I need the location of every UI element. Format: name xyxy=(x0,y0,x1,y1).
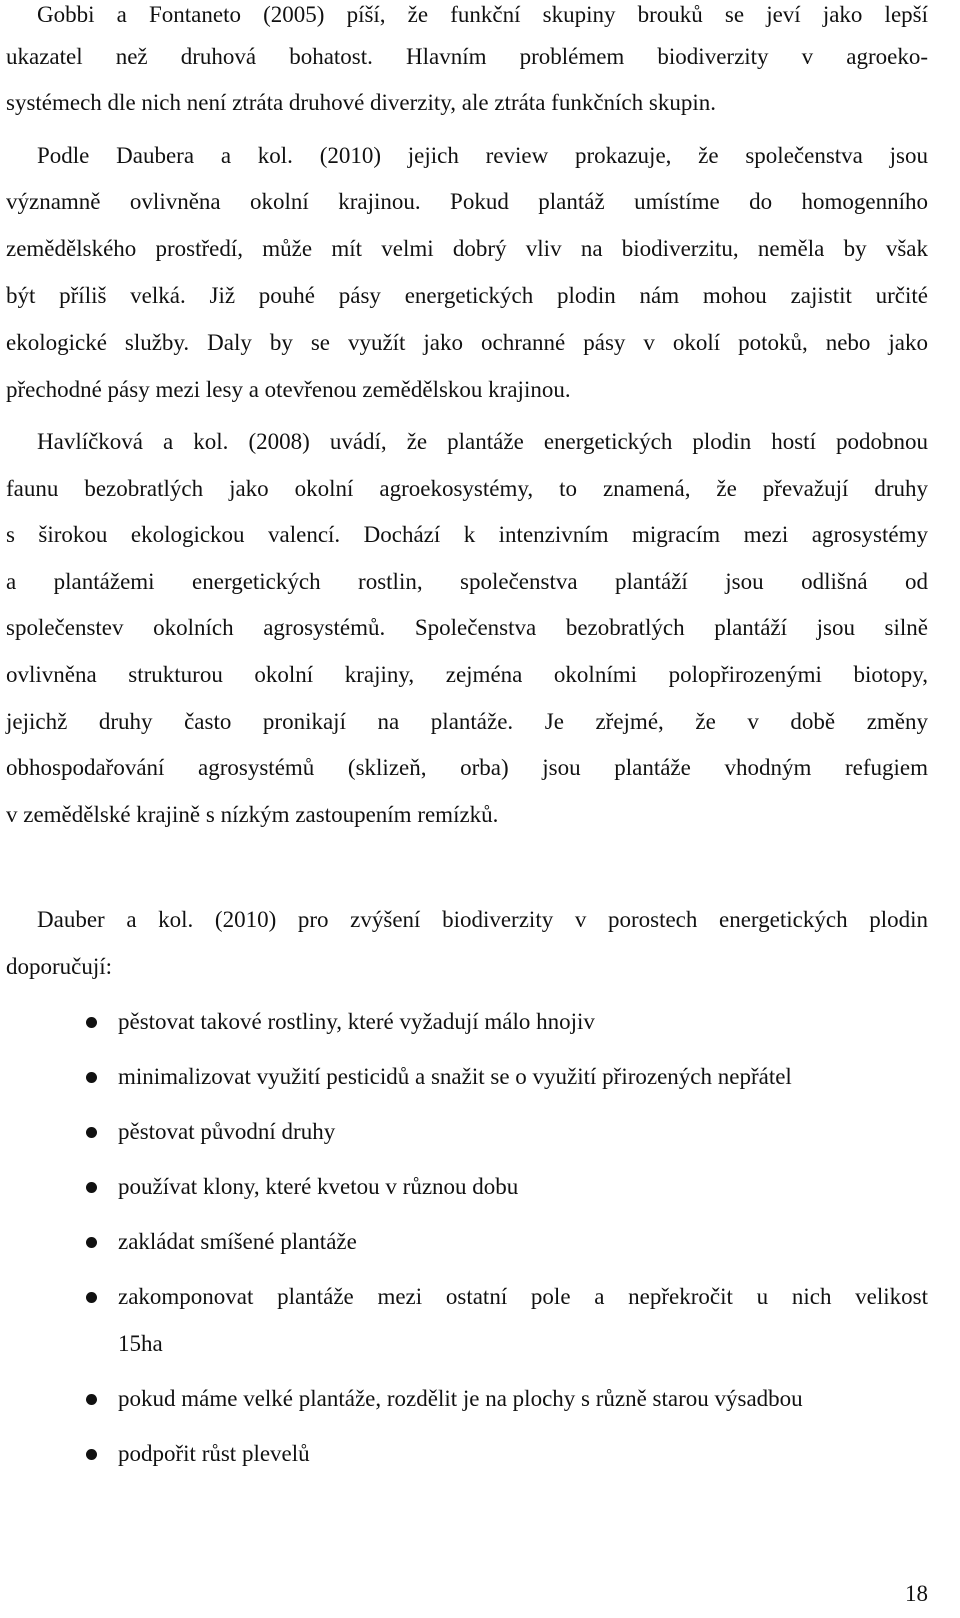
paragraph-line: v zemědělské krajině s nízkým zastoupením remízků. xyxy=(6,802,499,827)
paragraph-line: Dauber a kol. (2010) pro zvýšení biodiverzity v porostech energetických plodin xyxy=(37,907,928,932)
bullet-icon xyxy=(86,1182,97,1193)
list-item-text: pěstovat původní druhy xyxy=(118,1119,336,1144)
bullet-icon xyxy=(86,1292,97,1303)
list-item-text: pokud máme velké plantáže, rozdělit je na plochy s různě starou výsadbou xyxy=(118,1386,803,1411)
list-item-text: zakládat smíšené plantáže xyxy=(118,1229,357,1254)
paragraph-line: Gobbi a Fontaneto (2005) píší, že funkční skupiny brouků se jeví jako lepší xyxy=(37,2,928,27)
paragraph-line: s širokou ekologickou valencí. Dochází k intenzivním migracím mezi agrosystémy xyxy=(6,522,928,547)
bullet-icon xyxy=(86,1127,97,1138)
document-page xyxy=(6,0,928,1618)
paragraph-line: přechodné pásy mezi lesy a otevřenou zemědělskou krajinou. xyxy=(6,377,571,402)
paragraph-line: Havlíčková a kol. (2008) uvádí, že plantáže energetických plodin hostí podobnou xyxy=(37,429,928,454)
list-item-text-continued: 15ha xyxy=(118,1331,163,1356)
paragraph-line: obhospodařování agrosystémů (sklizeň, orba) jsou plantáže vhodným refugiem xyxy=(6,755,928,780)
bullet-icon xyxy=(86,1072,97,1083)
bullet-icon xyxy=(86,1449,97,1460)
bullet-icon xyxy=(86,1017,97,1028)
bullet-icon xyxy=(86,1237,97,1248)
list-item-text: podpořit růst plevelů xyxy=(118,1441,310,1466)
paragraph-line: jejichž druhy často pronikají na plantáže. Je zřejmé, že v době změny xyxy=(6,709,928,734)
list-item-text: minimalizovat využití pesticidů a snažit se o využití přirozených nepřátel xyxy=(118,1064,792,1089)
paragraph-line: ekologické služby. Daly by se využít jako ochranné pásy v okolí potoků, nebo jako xyxy=(6,330,928,355)
list-item-text: používat klony, které kvetou v různou dobu xyxy=(118,1174,519,1199)
list-item-text: zakomponovat plantáže mezi ostatní pole a nepřekročit u nich velikost xyxy=(118,1284,928,1309)
list-item-text: pěstovat takové rostliny, které vyžadují málo hnojiv xyxy=(118,1009,595,1034)
paragraph-line: ukazatel než druhová bohatost. Hlavním problémem biodiverzity v agroeko- xyxy=(6,44,928,69)
paragraph-line: společenstev okolních agrosystémů. Společenstva bezobratlých plantáží jsou silně xyxy=(6,615,928,640)
page-number: 18 xyxy=(905,1581,928,1606)
paragraph-line: Podle Daubera a kol. (2010) jejich review prokazuje, že společenstva jsou xyxy=(37,143,928,168)
paragraph-line: a plantážemi energetických rostlin, společenstva plantáží jsou odlišná od xyxy=(6,569,928,594)
paragraph-line: faunu bezobratlých jako okolní agroekosystémy, to znamená, že převažují druhy xyxy=(6,476,928,501)
paragraph-line: zemědělského prostředí, může mít velmi dobrý vliv na biodiverzitu, neměla by však xyxy=(6,236,928,261)
bullet-icon xyxy=(86,1394,97,1405)
paragraph-line: systémech dle nich není ztráta druhové diverzity, ale ztráta funkčních skupin. xyxy=(6,90,716,115)
paragraph-line: ovlivněna strukturou okolní krajiny, zejména okolními polopřirozenými biotopy, xyxy=(6,662,928,687)
paragraph-line: být příliš velká. Již pouhé pásy energetických plodin nám mohou zajistit určité xyxy=(6,283,928,308)
paragraph-line: doporučují: xyxy=(6,954,113,979)
paragraph-line: významně ovlivněna okolní krajinou. Pokud plantáž umístíme do homogenního xyxy=(6,189,928,214)
